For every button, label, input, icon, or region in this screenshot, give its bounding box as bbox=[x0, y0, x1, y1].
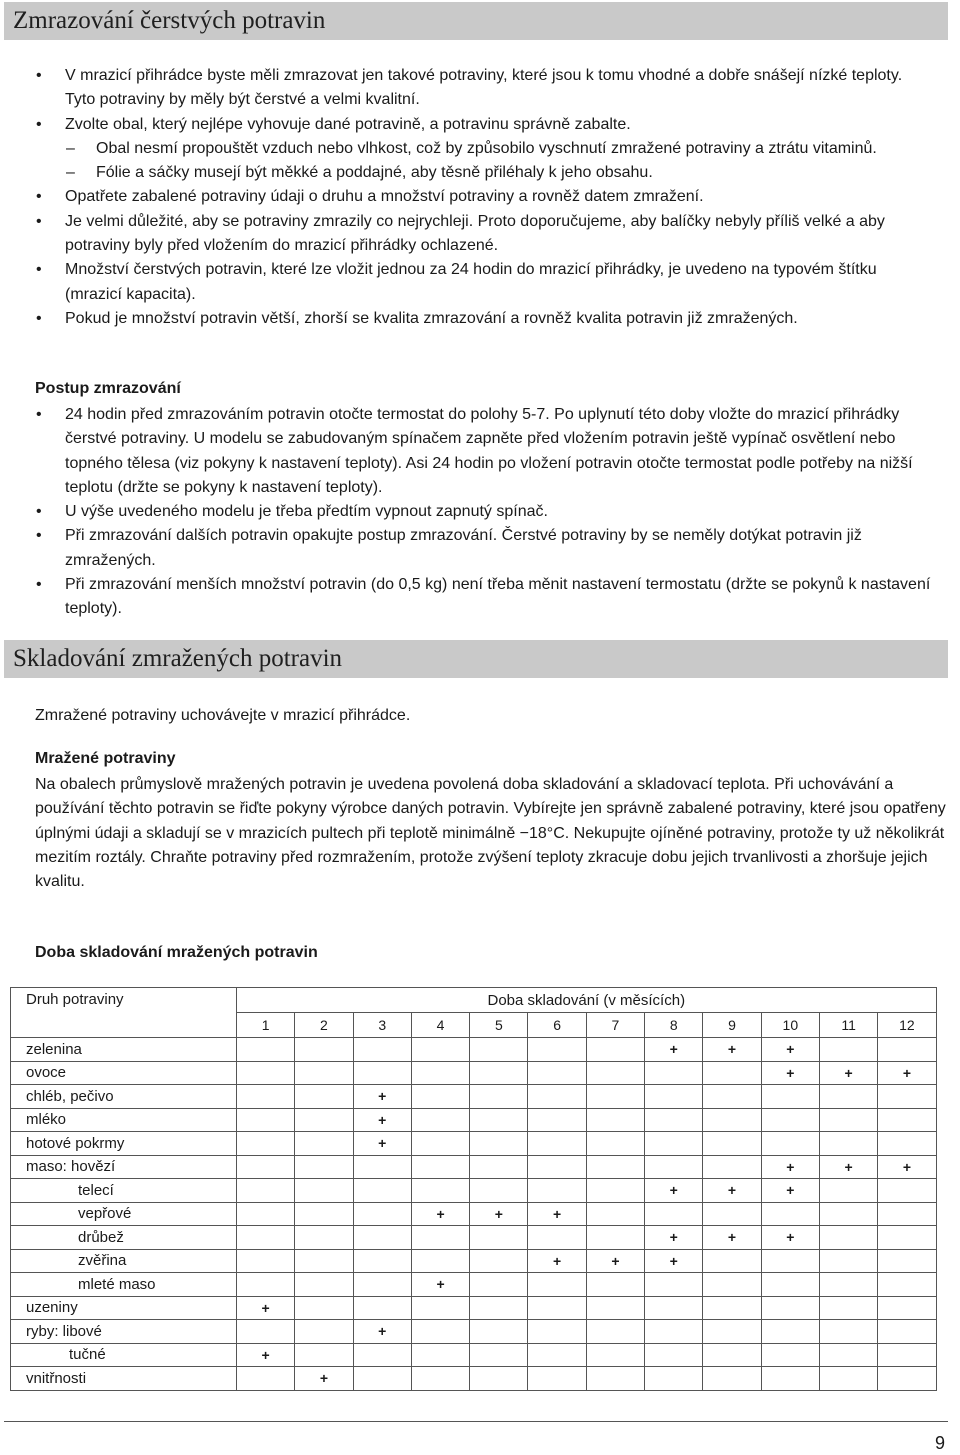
food-name: hotové pokrmy bbox=[11, 1132, 237, 1156]
table-row bbox=[11, 1202, 937, 1226]
empty-cell bbox=[295, 1085, 353, 1109]
empty-cell bbox=[586, 1226, 644, 1250]
empty-cell bbox=[586, 1085, 644, 1109]
empty-cell bbox=[645, 1202, 703, 1226]
month-header: 4 bbox=[411, 1013, 469, 1038]
page-number: 9 bbox=[935, 1433, 946, 1453]
storage-mark: + bbox=[703, 1038, 761, 1062]
storage-mark: + bbox=[353, 1085, 411, 1109]
empty-cell bbox=[761, 1343, 819, 1367]
empty-cell bbox=[353, 1179, 411, 1203]
empty-cell bbox=[237, 1226, 295, 1250]
month-header: 12 bbox=[878, 1013, 936, 1038]
bullet-list-item: • Při zmrazování dalších potravin opakujte postup zmrazování. Čerstvé potraviny by se neměly dotýkat potravin již zmražených. bbox=[0, 524, 935, 573]
bullet-list-item: • Opatřete zabalené potraviny údaji o druhu a množství potraviny a rovněž datem zmražení. bbox=[0, 185, 935, 209]
empty-cell bbox=[528, 1320, 586, 1344]
empty-cell bbox=[528, 1155, 586, 1179]
storage-mark: + bbox=[411, 1202, 469, 1226]
empty-cell bbox=[878, 1249, 936, 1273]
procedure-list bbox=[0, 403, 935, 622]
empty-cell bbox=[878, 1367, 936, 1391]
empty-cell bbox=[586, 1320, 644, 1344]
empty-cell bbox=[586, 1061, 644, 1085]
empty-cell bbox=[411, 1085, 469, 1109]
bullet-list-item: • Je velmi důležité, aby se potraviny zmrazily co nejrychleji. Proto doporučujeme, aby balíčky nebyly příliš velké a aby potraviny byly před vložením do mrazicí přihrádky ochlazené. bbox=[0, 210, 935, 259]
storage-intro: Zmražené potraviny uchovávejte v mrazicí přihrádce. bbox=[35, 707, 411, 724]
storage-mark: + bbox=[819, 1155, 877, 1179]
empty-cell bbox=[878, 1320, 936, 1344]
empty-cell bbox=[237, 1367, 295, 1391]
empty-cell bbox=[237, 1038, 295, 1062]
empty-cell bbox=[645, 1320, 703, 1344]
section-title: Zmrazování čerstvých potravin bbox=[13, 7, 326, 34]
table-row bbox=[11, 1249, 937, 1273]
section-header-fresh bbox=[4, 2, 948, 40]
storage-mark: + bbox=[470, 1202, 528, 1226]
empty-cell bbox=[645, 1061, 703, 1085]
empty-cell bbox=[411, 1179, 469, 1203]
empty-cell bbox=[703, 1296, 761, 1320]
empty-cell bbox=[295, 1038, 353, 1062]
empty-cell bbox=[586, 1155, 644, 1179]
food-name: ovoce bbox=[11, 1061, 237, 1085]
month-header: 7 bbox=[586, 1013, 644, 1038]
empty-cell bbox=[528, 1226, 586, 1250]
table-row bbox=[11, 1108, 937, 1132]
empty-cell bbox=[411, 1132, 469, 1156]
empty-cell bbox=[703, 1273, 761, 1297]
empty-cell bbox=[411, 1343, 469, 1367]
empty-cell bbox=[411, 1038, 469, 1062]
table-row bbox=[11, 1273, 937, 1297]
empty-cell bbox=[295, 1226, 353, 1250]
food-name: vepřové bbox=[11, 1202, 237, 1226]
empty-cell bbox=[819, 1085, 877, 1109]
empty-cell bbox=[470, 1249, 528, 1273]
empty-cell bbox=[353, 1343, 411, 1367]
table-heading: Doba skladování mražených potravin bbox=[35, 944, 318, 961]
empty-cell bbox=[353, 1155, 411, 1179]
empty-cell bbox=[878, 1296, 936, 1320]
empty-cell bbox=[353, 1296, 411, 1320]
empty-cell bbox=[411, 1296, 469, 1320]
storage-mark: + bbox=[761, 1038, 819, 1062]
empty-cell bbox=[761, 1249, 819, 1273]
empty-cell bbox=[411, 1226, 469, 1250]
table-row bbox=[11, 1085, 937, 1109]
storage-mark: + bbox=[878, 1061, 936, 1085]
empty-cell bbox=[645, 1367, 703, 1391]
empty-cell bbox=[819, 1108, 877, 1132]
empty-cell bbox=[703, 1320, 761, 1344]
empty-cell bbox=[586, 1132, 644, 1156]
dash-list-item: – Fólie a sáčky musejí být měkké a poddajné, aby těsně přiléhaly k jeho obsahu. bbox=[0, 161, 936, 185]
empty-cell bbox=[353, 1061, 411, 1085]
empty-cell bbox=[470, 1038, 528, 1062]
storage-mark: + bbox=[761, 1226, 819, 1250]
empty-cell bbox=[237, 1061, 295, 1085]
frozen-heading: Mražené potraviny bbox=[35, 750, 176, 767]
empty-cell bbox=[819, 1249, 877, 1273]
empty-cell bbox=[703, 1061, 761, 1085]
storage-mark: + bbox=[645, 1179, 703, 1203]
empty-cell bbox=[528, 1132, 586, 1156]
empty-cell bbox=[586, 1273, 644, 1297]
empty-cell bbox=[761, 1296, 819, 1320]
empty-cell bbox=[878, 1108, 936, 1132]
empty-cell bbox=[470, 1296, 528, 1320]
month-header: 5 bbox=[470, 1013, 528, 1038]
empty-cell bbox=[586, 1179, 644, 1203]
empty-cell bbox=[703, 1343, 761, 1367]
food-name: zelenina bbox=[11, 1038, 237, 1062]
storage-mark: + bbox=[353, 1320, 411, 1344]
empty-cell bbox=[528, 1061, 586, 1085]
empty-cell bbox=[586, 1202, 644, 1226]
table-row bbox=[11, 1038, 937, 1062]
empty-cell bbox=[586, 1296, 644, 1320]
month-header: 10 bbox=[761, 1013, 819, 1038]
empty-cell bbox=[528, 1085, 586, 1109]
storage-mark: + bbox=[528, 1249, 586, 1273]
bullet-list-item: • Pokud je množství potravin větší, zhorší se kvalita zmrazování a rovněž kvalita potravin již zmražených. bbox=[0, 307, 935, 331]
table-row bbox=[11, 1155, 937, 1179]
empty-cell bbox=[470, 1320, 528, 1344]
column-header-food-type: Druh potraviny bbox=[11, 988, 237, 1038]
empty-cell bbox=[645, 1155, 703, 1179]
bullet-list-item: • U výše uvedeného modelu je třeba předtím vypnout zapnutý spínač. bbox=[0, 500, 935, 524]
food-name: telecí bbox=[11, 1179, 237, 1203]
empty-cell bbox=[237, 1085, 295, 1109]
empty-cell bbox=[703, 1132, 761, 1156]
storage-mark: + bbox=[353, 1108, 411, 1132]
empty-cell bbox=[878, 1132, 936, 1156]
storage-mark: + bbox=[237, 1343, 295, 1367]
food-name: ryby: libové bbox=[11, 1320, 237, 1344]
empty-cell bbox=[237, 1179, 295, 1203]
storage-mark: + bbox=[528, 1202, 586, 1226]
storage-mark: + bbox=[353, 1132, 411, 1156]
empty-cell bbox=[295, 1179, 353, 1203]
empty-cell bbox=[353, 1226, 411, 1250]
empty-cell bbox=[528, 1179, 586, 1203]
empty-cell bbox=[411, 1155, 469, 1179]
empty-cell bbox=[586, 1367, 644, 1391]
empty-cell bbox=[295, 1273, 353, 1297]
empty-cell bbox=[819, 1367, 877, 1391]
empty-cell bbox=[819, 1343, 877, 1367]
empty-cell bbox=[703, 1085, 761, 1109]
food-name: mleté maso bbox=[11, 1273, 237, 1297]
empty-cell bbox=[470, 1343, 528, 1367]
storage-mark: + bbox=[761, 1155, 819, 1179]
empty-cell bbox=[645, 1132, 703, 1156]
empty-cell bbox=[878, 1038, 936, 1062]
empty-cell bbox=[761, 1108, 819, 1132]
empty-cell bbox=[295, 1155, 353, 1179]
storage-mark: + bbox=[703, 1226, 761, 1250]
storage-mark: + bbox=[761, 1061, 819, 1085]
food-name: mléko bbox=[11, 1108, 237, 1132]
empty-cell bbox=[761, 1320, 819, 1344]
empty-cell bbox=[295, 1108, 353, 1132]
food-name: uzeniny bbox=[11, 1296, 237, 1320]
storage-mark: + bbox=[819, 1061, 877, 1085]
empty-cell bbox=[470, 1155, 528, 1179]
storage-table bbox=[10, 987, 937, 1391]
empty-cell bbox=[645, 1085, 703, 1109]
empty-cell bbox=[411, 1367, 469, 1391]
table-row bbox=[11, 1061, 937, 1085]
empty-cell bbox=[295, 1061, 353, 1085]
table-row bbox=[11, 1367, 937, 1391]
empty-cell bbox=[878, 1202, 936, 1226]
month-header: 1 bbox=[237, 1013, 295, 1038]
empty-cell bbox=[295, 1202, 353, 1226]
empty-cell bbox=[586, 1038, 644, 1062]
empty-cell bbox=[470, 1226, 528, 1250]
empty-cell bbox=[703, 1108, 761, 1132]
empty-cell bbox=[237, 1132, 295, 1156]
empty-cell bbox=[645, 1296, 703, 1320]
month-header: 3 bbox=[353, 1013, 411, 1038]
empty-cell bbox=[528, 1296, 586, 1320]
footer-rule bbox=[4, 1421, 948, 1422]
bullet-list-item: • Množství čerstvých potravin, které lze vložit jednou za 24 hodin do mrazicí přihrádky, je uvedeno na typovém štítku (mrazicí kapacita). bbox=[0, 258, 935, 307]
empty-cell bbox=[703, 1367, 761, 1391]
storage-mark: + bbox=[645, 1226, 703, 1250]
dash-list-item: – Obal nesmí propouštět vzduch nebo vlhkost, což by způsobilo vyschnutí zmražené potraviny a ztrátu vitaminů. bbox=[0, 137, 936, 161]
empty-cell bbox=[237, 1273, 295, 1297]
empty-cell bbox=[411, 1249, 469, 1273]
empty-cell bbox=[353, 1038, 411, 1062]
empty-cell bbox=[295, 1249, 353, 1273]
frozen-paragraph: Na obalech průmyslově mražených potravin je uvedena povolená doba skladování a skladovací teplota. Při uchovávání a používání těchto potravin se řiďte pokyny výrobce daných potravin. Vybírejte jen správně zabalené potraviny, které jsou opatřeny úplnými údaji a skladují se v mrazicích pultech při teplotě minimálně −18°C. Nekupujte ojíněné potraviny, protože ty už několikrát mezitím roztály. Chraňte potraviny před rozmražením, protože zvýšení teploty zkracuje dobu jejich trvanlivosti a zhoršuje jejich kvalitu. bbox=[35, 776, 946, 891]
empty-cell bbox=[528, 1038, 586, 1062]
food-name: chléb, pečivo bbox=[11, 1085, 237, 1109]
food-name: vnitřnosti bbox=[11, 1367, 237, 1391]
food-name: drůbež bbox=[11, 1226, 237, 1250]
empty-cell bbox=[703, 1155, 761, 1179]
empty-cell bbox=[353, 1273, 411, 1297]
section-header-storage bbox=[4, 640, 948, 678]
empty-cell bbox=[237, 1320, 295, 1344]
empty-cell bbox=[237, 1249, 295, 1273]
month-header: 9 bbox=[703, 1013, 761, 1038]
empty-cell bbox=[703, 1202, 761, 1226]
empty-cell bbox=[470, 1108, 528, 1132]
empty-cell bbox=[411, 1108, 469, 1132]
empty-cell bbox=[878, 1273, 936, 1297]
empty-cell bbox=[411, 1061, 469, 1085]
empty-cell bbox=[761, 1202, 819, 1226]
bullet-list-item: • Při zmrazování menších množství potravin (do 0,5 kg) není třeba měnit nastavení termostatu (držte se pokynů k nastavení teploty). bbox=[0, 573, 935, 622]
empty-cell bbox=[819, 1273, 877, 1297]
empty-cell bbox=[295, 1132, 353, 1156]
storage-mark: + bbox=[586, 1249, 644, 1273]
storage-mark: + bbox=[295, 1367, 353, 1391]
food-name: zvěřina bbox=[11, 1249, 237, 1273]
empty-cell bbox=[645, 1108, 703, 1132]
fresh-food-list bbox=[0, 64, 936, 331]
month-header: 6 bbox=[528, 1013, 586, 1038]
empty-cell bbox=[761, 1085, 819, 1109]
empty-cell bbox=[819, 1038, 877, 1062]
empty-cell bbox=[237, 1108, 295, 1132]
month-header: 2 bbox=[295, 1013, 353, 1038]
column-header-storage-months: Doba skladování (v měsících) bbox=[237, 988, 937, 1013]
empty-cell bbox=[586, 1343, 644, 1367]
storage-mark: + bbox=[411, 1273, 469, 1297]
bullet-list-item: • 24 hodin před zmrazováním potravin otočte termostat do polohy 5-7. Po uplynutí této doby vložte do mrazicí přihrádky čerstvé potraviny. U modelu se zabudovaným spínačem zapněte před vložením potravin ještě vypínač osvětlení nebo topného tělesa (viz pokyny k nastavení teploty). Asi 24 hodin po vložení potravin otočte termostat podle potřeby na nižší teplotu (držte se pokyny k nastavení teploty). bbox=[0, 403, 935, 500]
empty-cell bbox=[645, 1343, 703, 1367]
empty-cell bbox=[703, 1249, 761, 1273]
empty-cell bbox=[878, 1226, 936, 1250]
empty-cell bbox=[819, 1296, 877, 1320]
empty-cell bbox=[819, 1320, 877, 1344]
empty-cell bbox=[878, 1343, 936, 1367]
table-row bbox=[11, 1343, 937, 1367]
empty-cell bbox=[470, 1367, 528, 1391]
empty-cell bbox=[237, 1155, 295, 1179]
empty-cell bbox=[819, 1202, 877, 1226]
month-header: 8 bbox=[645, 1013, 703, 1038]
table-row bbox=[11, 1320, 937, 1344]
empty-cell bbox=[761, 1367, 819, 1391]
empty-cell bbox=[470, 1061, 528, 1085]
empty-cell bbox=[528, 1273, 586, 1297]
empty-cell bbox=[819, 1132, 877, 1156]
table-row bbox=[11, 1132, 937, 1156]
month-header: 11 bbox=[819, 1013, 877, 1038]
table-row bbox=[11, 1226, 937, 1250]
storage-mark: + bbox=[645, 1249, 703, 1273]
food-name: maso: hovězí bbox=[11, 1155, 237, 1179]
empty-cell bbox=[411, 1320, 469, 1344]
empty-cell bbox=[353, 1249, 411, 1273]
empty-cell bbox=[645, 1273, 703, 1297]
table-row bbox=[11, 1179, 937, 1203]
storage-mark: + bbox=[878, 1155, 936, 1179]
empty-cell bbox=[586, 1108, 644, 1132]
empty-cell bbox=[353, 1202, 411, 1226]
empty-cell bbox=[353, 1367, 411, 1391]
empty-cell bbox=[878, 1085, 936, 1109]
empty-cell bbox=[470, 1273, 528, 1297]
empty-cell bbox=[819, 1179, 877, 1203]
empty-cell bbox=[295, 1320, 353, 1344]
storage-mark: + bbox=[703, 1179, 761, 1203]
empty-cell bbox=[878, 1179, 936, 1203]
storage-mark: + bbox=[237, 1296, 295, 1320]
storage-mark: + bbox=[645, 1038, 703, 1062]
empty-cell bbox=[528, 1108, 586, 1132]
empty-cell bbox=[761, 1273, 819, 1297]
procedure-heading: Postup zmrazování bbox=[35, 380, 181, 397]
section-title: Skladování zmražených potravin bbox=[13, 645, 343, 672]
storage-mark: + bbox=[761, 1179, 819, 1203]
empty-cell bbox=[295, 1343, 353, 1367]
empty-cell bbox=[470, 1179, 528, 1203]
empty-cell bbox=[295, 1296, 353, 1320]
empty-cell bbox=[237, 1202, 295, 1226]
empty-cell bbox=[528, 1367, 586, 1391]
table-row bbox=[11, 1296, 937, 1320]
empty-cell bbox=[528, 1343, 586, 1367]
empty-cell bbox=[470, 1132, 528, 1156]
bullet-list-item: • V mrazicí přihrádce byste měli zmrazovat jen takové potraviny, které jsou k tomu vhodné a dobře snášejí nízké teploty. Tyto potraviny by měly být čerstvé a velmi kvalitní. bbox=[0, 64, 935, 113]
food-name: tučné bbox=[11, 1343, 237, 1367]
empty-cell bbox=[761, 1132, 819, 1156]
bullet-list-item: • Zvolte obal, který nejlépe vyhovuje dané potravině, a potravinu správně zabalte. bbox=[0, 113, 935, 137]
empty-cell bbox=[819, 1226, 877, 1250]
empty-cell bbox=[470, 1085, 528, 1109]
